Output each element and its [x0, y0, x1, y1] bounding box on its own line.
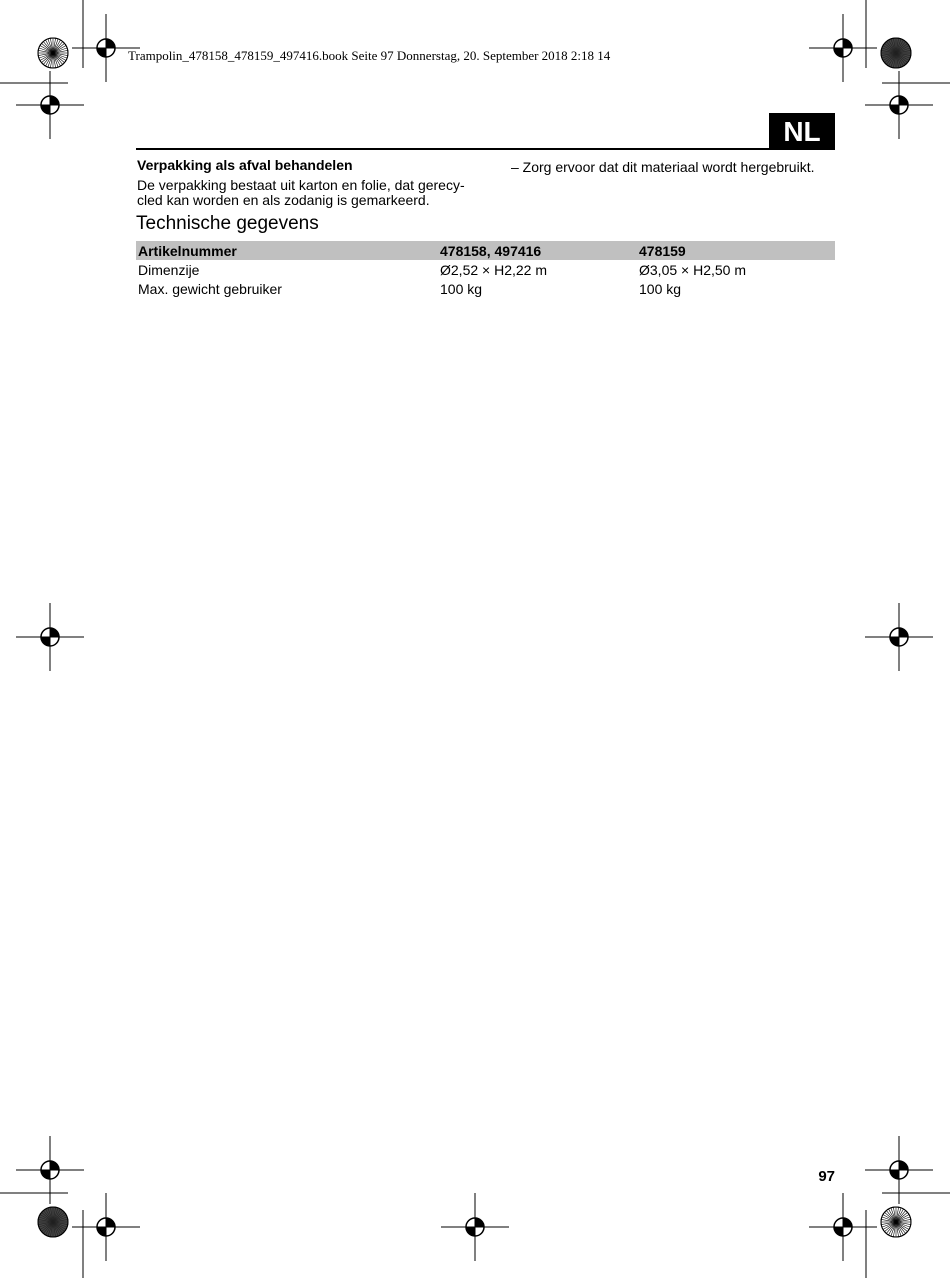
header-rule — [136, 148, 835, 150]
specs-header-cell: Artikelnummer — [138, 242, 237, 259]
specs-header-cell: 478159 — [639, 242, 686, 259]
disposal-text-line-1: De verpakking bestaat uit karton en folie, dat gerecy- — [137, 177, 465, 193]
page-number: 97 — [818, 1168, 835, 1185]
table-row — [136, 260, 835, 279]
table-cell: Max. gewicht gebruiker — [138, 280, 282, 297]
table-cell: Ø3,05 × H2,50 m — [639, 261, 747, 278]
specs-header-cell: 478158, 497416 — [440, 242, 542, 259]
recycle-note: – Zorg ervoor dat dit materiaal wordt hergebruikt. — [511, 159, 815, 175]
book-info-header: Trampolin_478158_478159_497416.book Seite 97 Donnerstag, 20. September 2018 2:18 14 — [128, 48, 611, 63]
table-cell: 100 kg — [440, 280, 483, 297]
disposal-text-line-2: cled kan worden en als zodanig is gemarkeerd. — [137, 192, 430, 208]
table-cell: Ø2,52 × H2,22 m — [440, 261, 548, 278]
language-tab: NL — [769, 113, 835, 150]
table-cell: 100 kg — [639, 280, 682, 297]
table-row — [136, 279, 835, 298]
disposal-section — [137, 158, 477, 208]
disposal-heading: Verpakking als afval behandelen — [137, 157, 353, 173]
specs-table — [136, 241, 835, 298]
specs-title: Technische gegevens — [136, 213, 319, 234]
table-cell: Dimenzije — [138, 261, 200, 278]
specs-header-row — [136, 241, 835, 260]
